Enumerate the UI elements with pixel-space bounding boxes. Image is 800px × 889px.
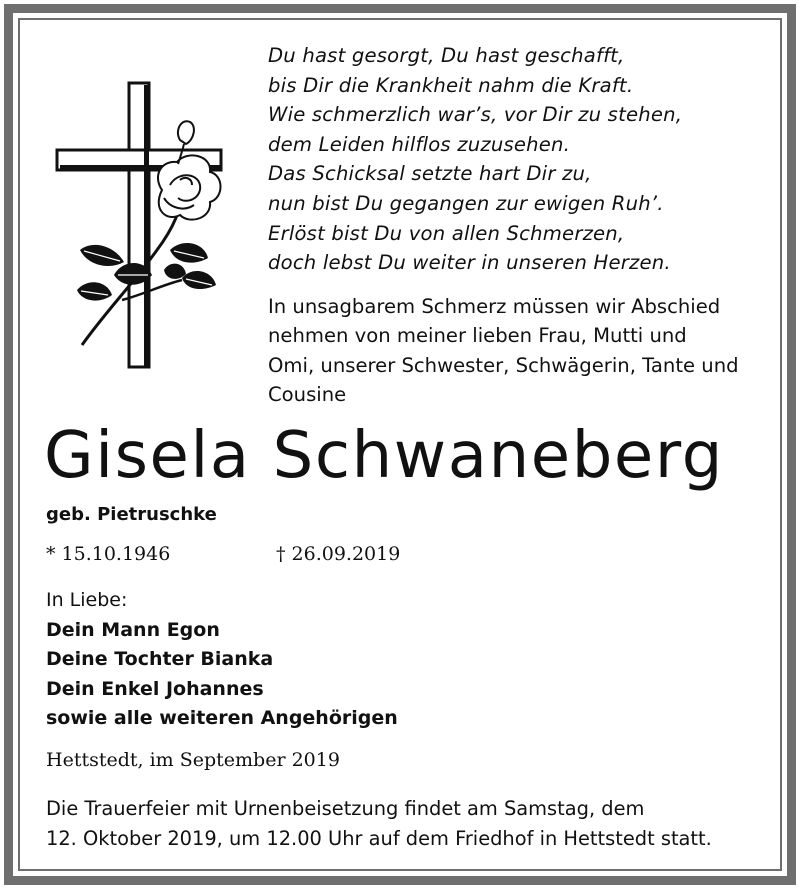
funeral-announcement — [46, 794, 776, 853]
poem-line: nun bist Du gegangen zur ewigen Ruh’. — [268, 191, 664, 215]
farewell-line: In unsagbarem Schmerz müssen wir Abschied — [268, 295, 721, 318]
poem-line: bis Dir die Krankheit nahm die Kraft. — [268, 73, 634, 97]
mourner-name: Deine Tochter Bianka — [46, 648, 274, 671]
poem-line: Erlöst bist Du von allen Schmerzen, — [268, 221, 625, 245]
birth-date: * 15.10.1946 — [46, 543, 171, 565]
poem-line: Das Schicksal setzte hart Dir zu, — [268, 162, 592, 186]
death-date: † 26.09.2019 — [276, 543, 401, 565]
mourner-name: sowie alle weiteren Angehörigen — [46, 707, 398, 730]
mourner-name: Dein Mann Egon — [46, 618, 220, 641]
mourners-list — [46, 586, 398, 734]
cross-with-rose-icon — [52, 80, 232, 370]
funeral-line: 12. Oktober 2019, um 12.00 Uhr auf dem Friedhof in Hettstedt statt. — [46, 826, 712, 850]
mourners-lead: In Liebe: — [46, 589, 128, 611]
farewell-line: nehmen von meiner lieben Frau, Mutti und — [268, 324, 687, 348]
poem-line: Du hast gesorgt, Du hast geschafft, — [268, 44, 625, 67]
birth-name: geb. Pietruschke — [46, 504, 217, 525]
poem-line: Wie schmerzlich war’s, vor Dir zu stehen, — [268, 103, 683, 127]
farewell-line: Cousine — [268, 383, 347, 407]
mourner-name: Dein Enkel Johannes — [46, 677, 264, 700]
farewell-text — [268, 292, 768, 410]
funeral-line: Die Trauerfeier mit Urnenbeisetzung findet am Samstag, dem — [46, 797, 645, 820]
deceased-name: Gisela Schwaneberg — [44, 419, 724, 493]
life-dates — [46, 543, 401, 565]
poem-line: doch lebst Du weiter in unseren Herzen. — [268, 251, 671, 275]
place-and-date: Hettstedt, im September 2019 — [46, 749, 340, 771]
farewell-line: Omi, unserer Schwester, Schwägerin, Tante und — [268, 353, 739, 377]
memorial-poem — [268, 41, 768, 278]
poem-line: dem Leiden hilflos zuzusehen. — [268, 132, 571, 156]
